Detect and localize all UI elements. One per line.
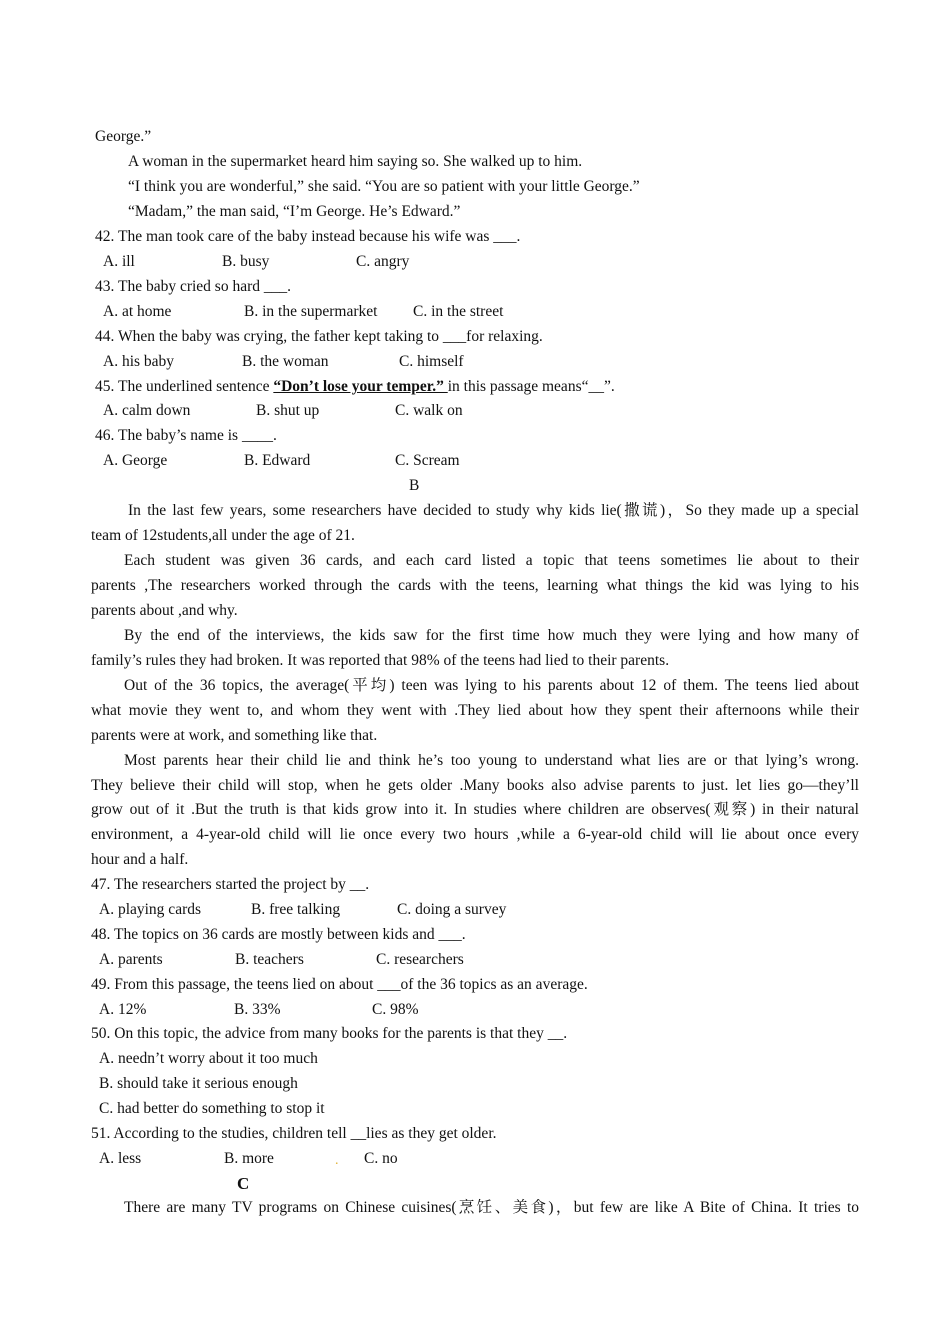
passage-b-line: grow out of it .But the truth is that kids grow into it. In studies where children are observes(观察) in their natural [91, 801, 859, 818]
option-c: C. angry [356, 253, 410, 270]
question-stem-pre: 45. The underlined sentence [95, 378, 274, 395]
passage-b-line: Most parents hear their child lie and think he’s too young to understand what lies are or that lying’s wrong. [124, 752, 859, 769]
passage-b-line: parents ,The researchers worked through the cards with the teens, learning what things the kid was lying to his [91, 577, 859, 594]
passage-b-line: In the last few years, some researchers have decided to study why kids lie(撒谎)，So they made up a special [128, 502, 859, 519]
passage-a-line: “Madam,” the man said, “I’m George. He’s Edward.” [128, 203, 461, 220]
option-a: A. needn’t worry about it too much [99, 1050, 318, 1067]
passage-a-line: A woman in the supermarket heard him saying so. She walked up to him. [128, 153, 583, 170]
passage-b-line: what movie they went to, and whom they went with .They lied about how they spent their afternoons while their [91, 702, 859, 719]
option-c: C. Scream [395, 452, 460, 469]
option-a: A. parents [99, 951, 163, 968]
option-b: B. Edward [244, 452, 311, 469]
option-c: C. 98% [372, 1001, 419, 1018]
option-c: C. walk on [395, 402, 463, 419]
question-stem: 47. The researchers started the project by __. [91, 876, 370, 893]
option-c: C. doing a survey [397, 901, 507, 918]
question-stem: 43. The baby cried so hard ___. [95, 278, 291, 295]
option-a: A. George [103, 452, 168, 469]
option-b: B. should take it serious enough [99, 1075, 298, 1092]
option-b: B. teachers [235, 951, 304, 968]
option-b: B. busy [222, 253, 270, 270]
question-stem [95, 374, 615, 399]
question-stem: 51. According to the studies, children tell __lies as they get older. [91, 1125, 497, 1142]
option-a: A. at home [103, 303, 172, 320]
option-b: B. free talking [251, 901, 341, 918]
option-b: B. the woman [242, 353, 329, 370]
option-c: C. in the street [413, 303, 504, 320]
passage-b-line: environment, a 4-year-old child will lie once every two hours ,while a 6-year-old child will lie about once every [91, 826, 859, 843]
passage-a-line: “I think you are wonderful,” she said. “You are so patient with your little George.” [128, 178, 640, 195]
option-b: B. in the supermarket [244, 303, 378, 320]
question-stem: 49. From this passage, the teens lied on about ___of the 36 topics as an average. [91, 976, 588, 993]
option-a: A. calm down [103, 402, 191, 419]
passage-b-line: By the end of the interviews, the kids saw for the first time how much they were lying and how many of [124, 627, 859, 644]
option-b: B. shut up [256, 402, 320, 419]
option-c: C. no [364, 1150, 398, 1167]
option-a: A. ill [103, 253, 135, 270]
option-c: C. had better do something to stop it [99, 1100, 325, 1117]
option-a: A. 12% [99, 1001, 147, 1018]
option-a: A. playing cards [99, 901, 202, 918]
question-stem: 44. When the baby was crying, the father kept taking to ___for relaxing. [95, 328, 543, 345]
option-c: C. researchers [376, 951, 464, 968]
passage-b-line: hour and a half. [91, 851, 189, 868]
question-stem: 46. The baby’s name is ____. [95, 427, 277, 444]
section-b-title: B [409, 477, 420, 494]
passage-b-line: Out of the 36 topics, the average(平均) teen was lying to his parents about 12 of them. The teens lied about [124, 677, 859, 694]
passage-b-line: parents were at work, and something like that. [91, 727, 378, 744]
option-a: A. less [99, 1150, 142, 1167]
option-a: A. his baby [103, 353, 175, 370]
underlined-sentence: “Don’t lose your temper.” [273, 378, 448, 395]
passage-b-line: family’s rules they had broken. It was reported that 98% of the teens had lied to their parents. [91, 652, 670, 669]
stray-mark: . [335, 1153, 339, 1168]
option-b: B. more [224, 1150, 274, 1167]
passage-b-line: They believe their child will stop, when he gets older .Many books also advise parents to just. let lies go—they’ll [91, 777, 859, 794]
question-stem: 48. The topics on 36 cards are mostly between kids and ___. [91, 926, 466, 943]
question-stem: 42. The man took care of the baby instead because his wife was ___. [95, 228, 521, 245]
question-stem-post: in this passage means“__”. [447, 378, 615, 395]
option-b: B. 33% [234, 1001, 281, 1018]
passage-b-line: Each student was given 36 cards, and each card listed a topic that teens sometimes lie about to their [124, 552, 859, 569]
passage-c-line: There are many TV programs on Chinese cuisines(烹饪、美食)，but few are like A Bite of China. It tries to [124, 1199, 859, 1216]
option-c: C. himself [399, 353, 464, 370]
question-stem: 50. On this topic, the advice from many books for the parents is that they __. [91, 1025, 568, 1042]
section-c-title: C [237, 1174, 250, 1193]
passage-b-line: team of 12students,all under the age of 21. [91, 527, 355, 544]
passage-a-line: George.” [95, 128, 152, 145]
passage-b-line: parents about ,and why. [91, 602, 238, 619]
